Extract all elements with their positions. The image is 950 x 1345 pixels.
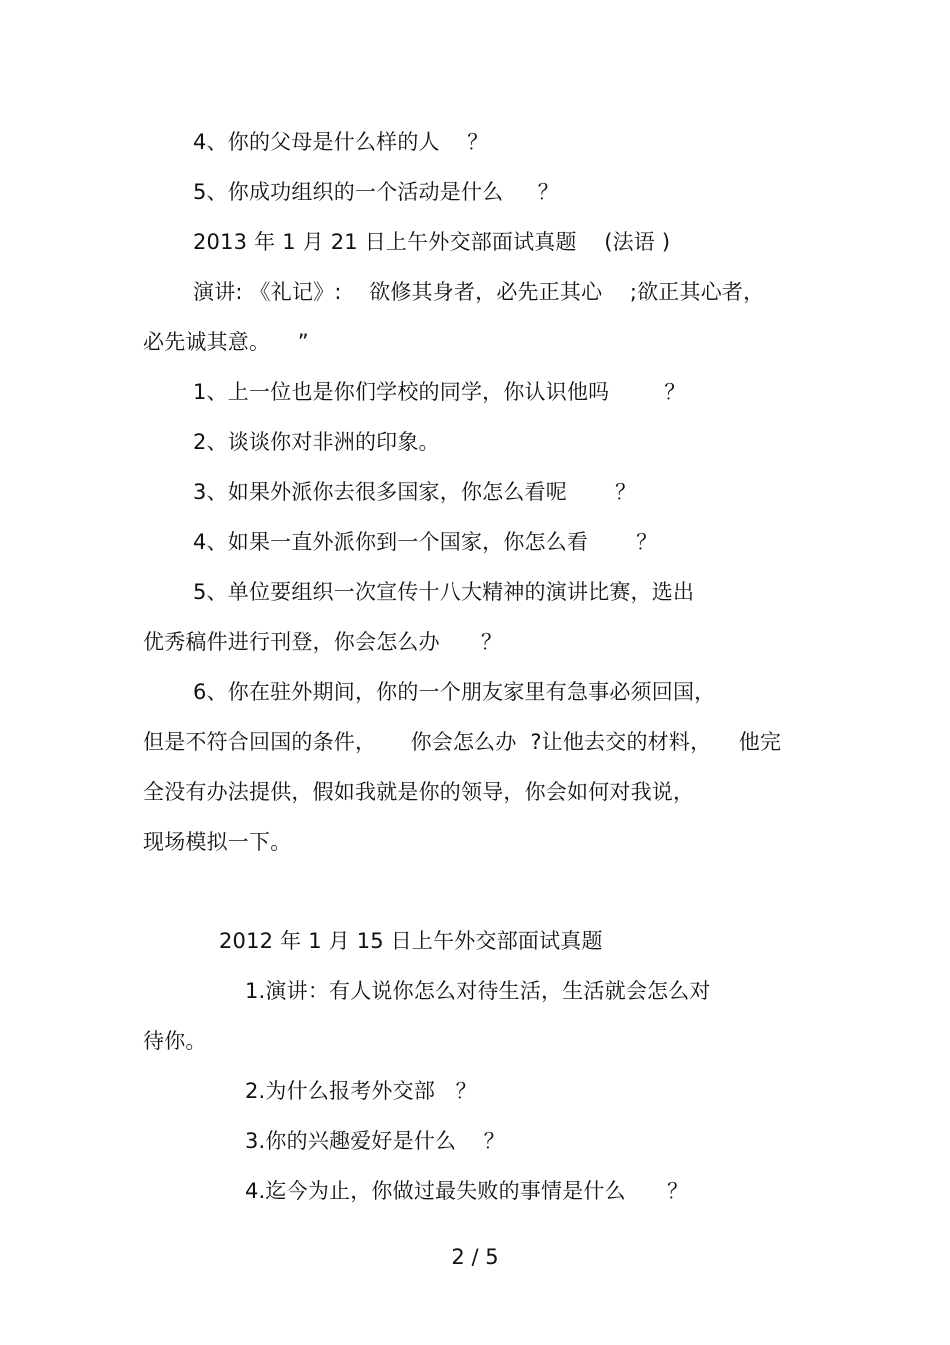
question-2013-3: 3、如果外派你去很多国家，你怎么看呢 ？: [193, 480, 637, 504]
question-2013-6-cont-1: 但是不符合回国的条件， 你会怎么办 ?让他去交的材料， 他完: [143, 730, 782, 754]
question-2012-4: 4.迄今为止，你做过最失败的事情是什么 ？: [245, 1179, 689, 1203]
question-2013-6: 6、你在驻外期间，你的一个朋友家里有急事必须回国，: [193, 680, 716, 704]
question-2013-5-cont: 优秀稿件进行刊登，你会怎么办 ？: [143, 630, 503, 654]
speech-topic-2012-cont: 待你。: [143, 1029, 207, 1053]
question-2013-4: 4、如果一直外派你到一个国家，你怎么看 ？: [193, 530, 658, 554]
question-2013-2: 2、谈谈你对非洲的印象。: [193, 430, 440, 454]
question-2013-6-cont-3: 现场模拟一下。: [143, 830, 292, 854]
section-heading-2012: 2012 年 1 月 15 日上午外交部面试真题: [219, 929, 603, 953]
question-2013-1: 1、上一位也是你们学校的同学，你认识他吗 ？: [193, 380, 686, 404]
question-activity: 5、你成功组织的一个活动是什么 ？: [193, 180, 559, 204]
question-2012-3: 3.你的兴趣爱好是什么 ？: [245, 1129, 505, 1153]
section-heading-2013: 2013 年 1 月 21 日上午外交部面试真题 (法语 ): [193, 230, 671, 254]
question-2013-6-cont-2: 全没有办法提供，假如我就是你的领导，你会如何对我说，: [143, 780, 695, 804]
speech-topic-2013: 演讲: 《礼记》: 欲修其身者，必先正其心 ;欲正其心者，: [193, 280, 765, 304]
question-2013-5: 5、单位要组织一次宣传十八大精神的演讲比赛，选出: [193, 580, 695, 604]
speech-topic-2013-cont: 必先诚其意。 ”: [143, 330, 309, 354]
question-2012-2: 2.为什么报考外交部 ？: [245, 1079, 477, 1103]
page-number: 2 / 5: [451, 1245, 499, 1269]
speech-topic-2012: 1.演讲：有人说你怎么对待生活，生活就会怎么对: [245, 979, 711, 1003]
question-parents: 4、你的父母是什么样的人 ？: [193, 130, 489, 154]
